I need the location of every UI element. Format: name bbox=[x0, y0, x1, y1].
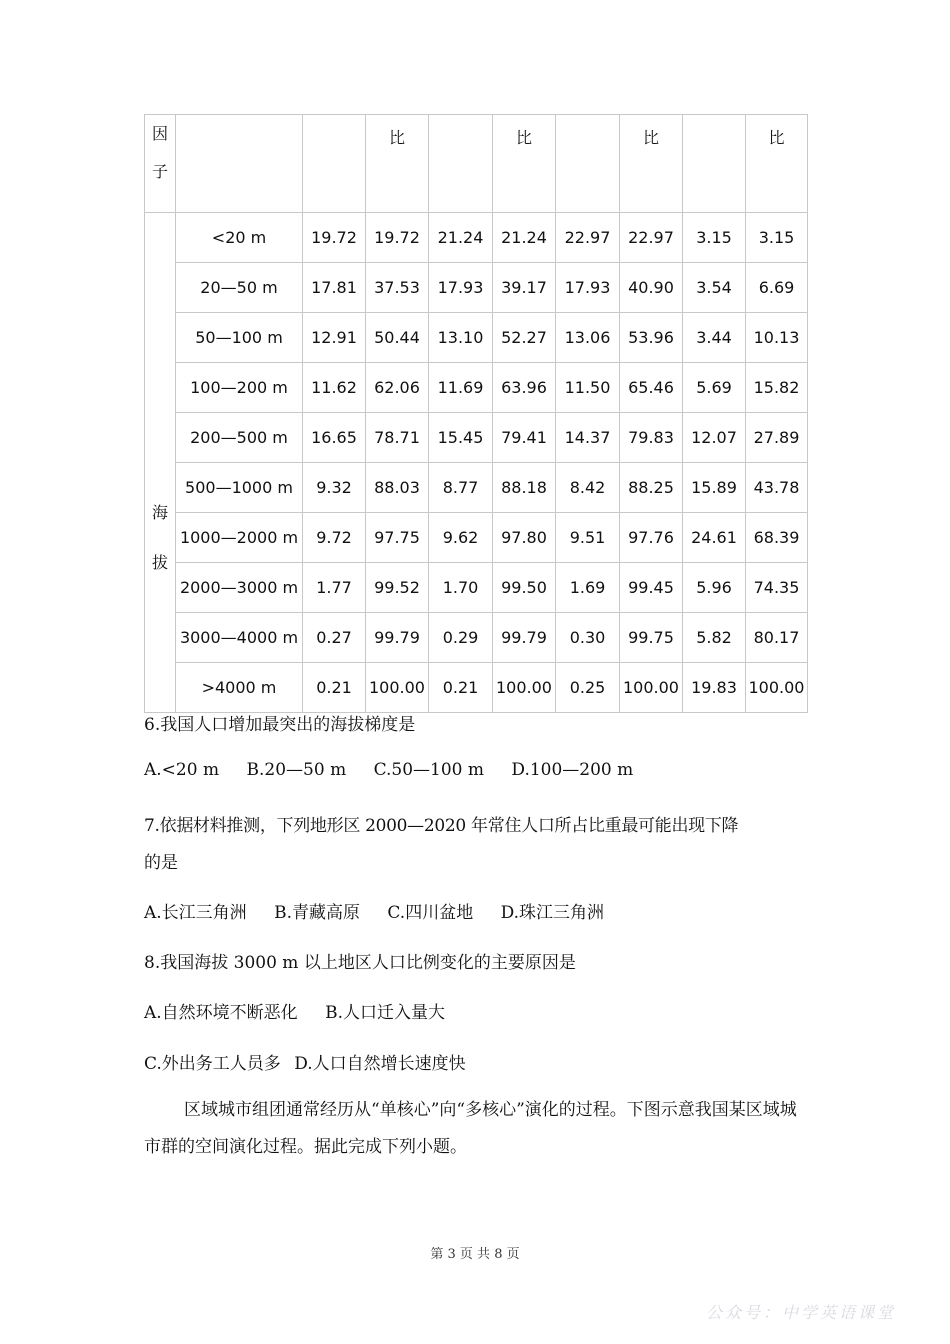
q8-option-a[interactable]: A.自然环境不断恶化 bbox=[144, 1003, 298, 1023]
header-cell bbox=[556, 115, 620, 213]
elevation-range-cell: 2000—3000 m bbox=[176, 563, 303, 613]
question-8-options-line1 bbox=[144, 998, 467, 1023]
header-cell bbox=[303, 115, 366, 213]
passage-text: 区域城市组团通常经历从“单核心”向“多核心”演化的过程。下图示意我国某区域城市群的空间演化过程。据此完成下列小题。 bbox=[144, 1100, 797, 1157]
value-cell: 62.06 bbox=[366, 363, 429, 413]
page-footer: 第 3 页 共 8 页 bbox=[430, 1247, 520, 1262]
value-cell: 0.21 bbox=[429, 663, 493, 713]
value-cell: 0.21 bbox=[303, 663, 366, 713]
table-header-row bbox=[145, 115, 808, 213]
ratio-header-cell: 比 bbox=[493, 115, 556, 213]
ratio-header-cell: 比 bbox=[746, 115, 808, 213]
ratio-header-cell: 比 bbox=[620, 115, 683, 213]
value-cell: 88.03 bbox=[366, 463, 429, 513]
value-cell: 37.53 bbox=[366, 263, 429, 313]
value-cell: 9.32 bbox=[303, 463, 366, 513]
value-cell: 100.00 bbox=[746, 663, 808, 713]
elevation-range-cell: 20—50 m bbox=[176, 263, 303, 313]
value-cell: 5.96 bbox=[683, 563, 746, 613]
question-7-stem-line1: 7.依据材料推测，下列地形区 2000—2020 年常住人口所占比重最可能出现下降 bbox=[144, 816, 739, 836]
value-cell: 17.93 bbox=[556, 263, 620, 313]
value-cell: 88.18 bbox=[493, 463, 556, 513]
value-cell: 12.07 bbox=[683, 413, 746, 463]
value-cell: 19.72 bbox=[366, 213, 429, 263]
q6-option-d[interactable]: D.100—200 m bbox=[511, 760, 634, 780]
value-cell: 3.54 bbox=[683, 263, 746, 313]
value-cell: 27.89 bbox=[746, 413, 808, 463]
question-6-stem: 6.我国人口增加最突出的海拔梯度是 bbox=[144, 715, 416, 735]
value-cell: 9.72 bbox=[303, 513, 366, 563]
factor-label-1: 因 bbox=[151, 124, 168, 143]
value-cell: 15.82 bbox=[746, 363, 808, 413]
elevation-range-cell: 500—1000 m bbox=[176, 463, 303, 513]
value-cell: 50.44 bbox=[366, 313, 429, 363]
value-cell: 52.27 bbox=[493, 313, 556, 363]
question-6-options bbox=[144, 760, 655, 780]
q7-option-c[interactable]: C.四川盆地 bbox=[387, 903, 474, 923]
value-cell: 99.45 bbox=[620, 563, 683, 613]
value-cell: 1.70 bbox=[429, 563, 493, 613]
value-cell: 74.35 bbox=[746, 563, 808, 613]
value-cell: 8.77 bbox=[429, 463, 493, 513]
value-cell: 15.89 bbox=[683, 463, 746, 513]
question-8-options-line2 bbox=[144, 1049, 488, 1074]
value-cell: 5.69 bbox=[683, 363, 746, 413]
value-cell: 0.27 bbox=[303, 613, 366, 663]
value-cell: 21.24 bbox=[493, 213, 556, 263]
header-cell bbox=[683, 115, 746, 213]
value-cell: 21.24 bbox=[429, 213, 493, 263]
value-cell: 9.51 bbox=[556, 513, 620, 563]
table-row bbox=[145, 663, 808, 713]
value-cell: 5.82 bbox=[683, 613, 746, 663]
value-cell: 68.39 bbox=[746, 513, 808, 563]
q7-option-b[interactable]: B.青藏高原 bbox=[274, 903, 360, 923]
value-cell: 22.97 bbox=[620, 213, 683, 263]
value-cell: 13.06 bbox=[556, 313, 620, 363]
elevation-range-cell: 1000—2000 m bbox=[176, 513, 303, 563]
table-row bbox=[145, 263, 808, 313]
table-row bbox=[145, 463, 808, 513]
table-row bbox=[145, 363, 808, 413]
value-cell: 11.69 bbox=[429, 363, 493, 413]
value-cell: 80.17 bbox=[746, 613, 808, 663]
q8-option-d[interactable]: D.人口自然增长速度快 bbox=[294, 1054, 466, 1074]
value-cell: 53.96 bbox=[620, 313, 683, 363]
group-label-char: 拔 bbox=[151, 552, 168, 572]
value-cell: 0.25 bbox=[556, 663, 620, 713]
value-cell: 16.65 bbox=[303, 413, 366, 463]
value-cell: 79.83 bbox=[620, 413, 683, 463]
question-7-stem-line2: 的是 bbox=[144, 853, 178, 873]
value-cell: 10.13 bbox=[746, 313, 808, 363]
value-cell: 11.62 bbox=[303, 363, 366, 413]
value-cell: 13.10 bbox=[429, 313, 493, 363]
value-cell: 40.90 bbox=[620, 263, 683, 313]
q6-option-a[interactable]: A.<20 m bbox=[144, 760, 220, 780]
value-cell: 97.76 bbox=[620, 513, 683, 563]
value-cell: 99.50 bbox=[493, 563, 556, 613]
value-cell: 97.75 bbox=[366, 513, 429, 563]
value-cell: 0.29 bbox=[429, 613, 493, 663]
q6-option-c[interactable]: C.50—100 m bbox=[373, 760, 485, 780]
value-cell: 43.78 bbox=[746, 463, 808, 513]
population-elevation-table bbox=[144, 114, 808, 713]
value-cell: 19.83 bbox=[683, 663, 746, 713]
elevation-range-cell: 3000—4000 m bbox=[176, 613, 303, 663]
value-cell: 3.15 bbox=[683, 213, 746, 263]
q7-option-a[interactable]: A.长江三角洲 bbox=[144, 903, 247, 923]
table-row bbox=[145, 313, 808, 363]
value-cell: 99.52 bbox=[366, 563, 429, 613]
value-cell: 1.77 bbox=[303, 563, 366, 613]
value-cell: 63.96 bbox=[493, 363, 556, 413]
elevation-range-cell: 100—200 m bbox=[176, 363, 303, 413]
value-cell: 11.50 bbox=[556, 363, 620, 413]
value-cell: 6.69 bbox=[746, 263, 808, 313]
value-cell: 22.97 bbox=[556, 213, 620, 263]
value-cell: 8.42 bbox=[556, 463, 620, 513]
q6-option-b[interactable]: B.20—50 m bbox=[246, 760, 347, 780]
table-row bbox=[145, 613, 808, 663]
factor-header-cell bbox=[145, 115, 176, 213]
value-cell: 99.75 bbox=[620, 613, 683, 663]
question-7-options bbox=[144, 898, 626, 923]
q8-option-c[interactable]: C.外出务工人员多 bbox=[144, 1054, 281, 1074]
header-cell bbox=[429, 115, 493, 213]
value-cell: 79.41 bbox=[493, 413, 556, 463]
q7-option-d[interactable]: D.珠江三角洲 bbox=[500, 903, 605, 923]
value-cell: 3.44 bbox=[683, 313, 746, 363]
value-cell: 12.91 bbox=[303, 313, 366, 363]
value-cell: 97.80 bbox=[493, 513, 556, 563]
value-cell: 99.79 bbox=[366, 613, 429, 663]
watermark: 公众号：中学英语课堂 bbox=[706, 1303, 897, 1322]
value-cell: 24.61 bbox=[683, 513, 746, 563]
table-row bbox=[145, 413, 808, 463]
value-cell: 17.81 bbox=[303, 263, 366, 313]
range-header-cell bbox=[176, 115, 303, 213]
elevation-range-cell: 200—500 m bbox=[176, 413, 303, 463]
value-cell: 88.25 bbox=[620, 463, 683, 513]
value-cell: 78.71 bbox=[366, 413, 429, 463]
value-cell: 14.37 bbox=[556, 413, 620, 463]
elevation-range-cell: >4000 m bbox=[176, 663, 303, 713]
factor-label-2: 子 bbox=[151, 162, 168, 181]
elevation-group-cell bbox=[145, 213, 176, 713]
value-cell: 39.17 bbox=[493, 263, 556, 313]
value-cell: 19.72 bbox=[303, 213, 366, 263]
table-row bbox=[145, 213, 808, 263]
q8-option-b[interactable]: B.人口迁入量大 bbox=[325, 1003, 445, 1023]
value-cell: 0.30 bbox=[556, 613, 620, 663]
value-cell: 1.69 bbox=[556, 563, 620, 613]
value-cell: 3.15 bbox=[746, 213, 808, 263]
value-cell: 17.93 bbox=[429, 263, 493, 313]
value-cell: 100.00 bbox=[620, 663, 683, 713]
question-8-stem: 8.我国海拔 3000 m 以上地区人口比例变化的主要原因是 bbox=[144, 953, 576, 973]
value-cell: 99.79 bbox=[493, 613, 556, 663]
value-cell: 100.00 bbox=[493, 663, 556, 713]
value-cell: 100.00 bbox=[366, 663, 429, 713]
group-label-char: 海 bbox=[151, 502, 168, 522]
table-row bbox=[145, 513, 808, 563]
elevation-range-cell: <20 m bbox=[176, 213, 303, 263]
ratio-header-cell: 比 bbox=[366, 115, 429, 213]
value-cell: 15.45 bbox=[429, 413, 493, 463]
table-row bbox=[145, 563, 808, 613]
value-cell: 9.62 bbox=[429, 513, 493, 563]
value-cell: 65.46 bbox=[620, 363, 683, 413]
elevation-range-cell: 50—100 m bbox=[176, 313, 303, 363]
